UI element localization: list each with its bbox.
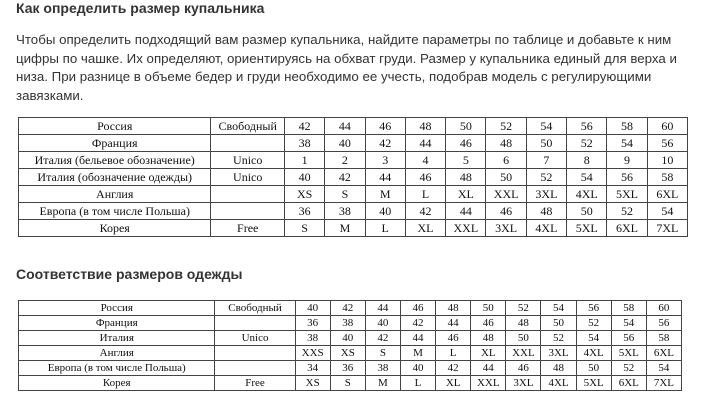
size-cell: XXL <box>506 346 541 361</box>
size-cell: 42 <box>330 301 365 316</box>
size-cell: 56 <box>576 301 611 316</box>
free-size-cell <box>211 203 285 220</box>
row-label: Европа (в том числе Польша) <box>19 361 215 376</box>
size-cell: 4XL <box>576 346 611 361</box>
size-cell: 4 <box>405 152 445 169</box>
size-cell: 42 <box>365 331 400 346</box>
size-cell: XXL <box>486 186 526 203</box>
free-size-cell: Free <box>211 220 285 237</box>
size-cell: 46 <box>365 118 405 135</box>
row-label: Европа (в том числе Польша) <box>19 203 211 220</box>
size-cell: 60 <box>646 301 681 316</box>
size-cell: 54 <box>611 316 646 331</box>
size-cell: XS <box>284 186 324 203</box>
size-cell: 56 <box>607 169 647 186</box>
size-cell: 52 <box>607 203 647 220</box>
size-cell: 56 <box>567 118 607 135</box>
size-cell: 3XL <box>526 186 566 203</box>
size-cell: 50 <box>506 331 541 346</box>
swimsuit-size-intro: Чтобы определить подходящий вам размер купальника, найдите параметры по таблице и добавьте к ним цифры по чашке. Их определяют, ориентируясь на обхват груди. Размер у купальника единый для верха и низа. При разнице в объеме бедер и груди необходимо ее учесть, подобрав модель с регулирующими завязками. <box>16 32 677 104</box>
size-cell: M <box>365 186 405 203</box>
size-cell: 46 <box>506 361 541 376</box>
table-row <box>19 118 688 135</box>
table-row <box>19 220 688 237</box>
size-cell: 36 <box>284 203 324 220</box>
table-row <box>19 376 682 391</box>
size-cell: 6XL <box>611 376 646 391</box>
size-cell: 4XL <box>526 220 566 237</box>
clothing-size-table <box>18 300 682 391</box>
size-cell: 4XL <box>567 186 607 203</box>
size-cell: 40 <box>325 135 365 152</box>
size-cell: 42 <box>436 361 471 376</box>
table-row <box>19 361 682 376</box>
table-row <box>19 301 682 316</box>
size-cell: 5XL <box>567 220 607 237</box>
size-cell: 38 <box>295 331 330 346</box>
size-cell: 58 <box>607 118 647 135</box>
size-cell: 58 <box>611 301 646 316</box>
size-cell: L <box>365 220 405 237</box>
size-cell: XXL <box>471 376 506 391</box>
size-cell: 44 <box>325 118 365 135</box>
size-cell: 56 <box>611 331 646 346</box>
free-size-cell: Unico <box>211 152 285 169</box>
size-cell: 40 <box>284 169 324 186</box>
size-cell: 42 <box>405 203 445 220</box>
size-cell: 7XL <box>647 220 687 237</box>
size-cell: 6 <box>486 152 526 169</box>
size-cell: L <box>400 376 435 391</box>
size-cell: 2 <box>325 152 365 169</box>
row-label: Франция <box>19 135 211 152</box>
size-cell: 46 <box>471 316 506 331</box>
row-label: Россия <box>19 118 211 135</box>
size-cell: 52 <box>541 331 576 346</box>
size-cell: 52 <box>486 118 526 135</box>
size-cell: XS <box>295 376 330 391</box>
size-cell: M <box>365 376 400 391</box>
row-label: Франция <box>19 316 215 331</box>
table-row <box>19 346 682 361</box>
size-cell: XS <box>330 346 365 361</box>
row-label: Англия <box>19 346 215 361</box>
size-cell: 44 <box>405 135 445 152</box>
size-cell: 38 <box>325 203 365 220</box>
size-cell: 48 <box>436 301 471 316</box>
size-cell: M <box>325 220 365 237</box>
size-cell: S <box>330 376 365 391</box>
size-cell: 48 <box>471 331 506 346</box>
table-row <box>19 135 688 152</box>
size-cell: 48 <box>405 118 445 135</box>
clothing-size-heading: Соответствие размеров одежды <box>16 266 243 282</box>
size-cell: 44 <box>365 301 400 316</box>
free-size-cell <box>211 186 285 203</box>
size-cell: 5XL <box>607 186 647 203</box>
size-cell: 48 <box>526 203 566 220</box>
table-row <box>19 186 688 203</box>
free-size-cell: Unico <box>211 169 285 186</box>
size-cell: 58 <box>647 169 687 186</box>
size-cell: 50 <box>486 169 526 186</box>
size-cell: XL <box>405 220 445 237</box>
swimsuit-size-table <box>18 117 688 237</box>
size-cell: 44 <box>471 361 506 376</box>
size-cell: S <box>325 186 365 203</box>
row-label: Россия <box>19 301 215 316</box>
size-cell: 3XL <box>506 376 541 391</box>
size-cell: 54 <box>526 118 566 135</box>
size-cell: 38 <box>365 361 400 376</box>
size-cell: 42 <box>284 118 324 135</box>
size-cell: 38 <box>284 135 324 152</box>
size-cell: 50 <box>567 203 607 220</box>
size-cell: 44 <box>365 169 405 186</box>
row-label: Италия (бельевое обозначение) <box>19 152 211 169</box>
size-cell: 54 <box>607 135 647 152</box>
size-cell: 10 <box>647 152 687 169</box>
size-cell: 46 <box>436 331 471 346</box>
size-cell: 50 <box>526 135 566 152</box>
row-label: Корея <box>19 220 211 237</box>
size-cell: 6XL <box>607 220 647 237</box>
size-cell: L <box>436 346 471 361</box>
size-cell: 56 <box>646 316 681 331</box>
free-size-cell <box>211 135 285 152</box>
size-cell: 54 <box>576 331 611 346</box>
size-cell: 40 <box>400 361 435 376</box>
size-cell: 42 <box>325 169 365 186</box>
size-cell: 38 <box>330 316 365 331</box>
size-cell: S <box>365 346 400 361</box>
size-cell: 1 <box>284 152 324 169</box>
size-cell: 60 <box>647 118 687 135</box>
size-cell: 40 <box>330 331 365 346</box>
size-cell: 42 <box>365 135 405 152</box>
size-cell: 44 <box>436 316 471 331</box>
size-cell: 56 <box>647 135 687 152</box>
size-cell: XL <box>471 346 506 361</box>
size-cell: L <box>405 186 445 203</box>
row-label: Корея <box>19 376 215 391</box>
table-row <box>19 169 688 186</box>
row-label: Италия (обозначение одежды) <box>19 169 211 186</box>
size-cell: 5XL <box>576 376 611 391</box>
size-cell: 54 <box>567 169 607 186</box>
free-size-cell <box>215 361 295 376</box>
size-cell: 6XL <box>647 186 687 203</box>
row-label: Англия <box>19 186 211 203</box>
size-cell: 44 <box>446 203 486 220</box>
size-cell: 48 <box>506 316 541 331</box>
size-cell: 44 <box>400 331 435 346</box>
size-cell: 34 <box>295 361 330 376</box>
size-cell: 52 <box>567 135 607 152</box>
size-cell: 40 <box>365 203 405 220</box>
size-cell: 50 <box>446 118 486 135</box>
size-cell: 3XL <box>541 346 576 361</box>
size-cell: XL <box>446 186 486 203</box>
size-cell: S <box>284 220 324 237</box>
free-size-cell: Свободный <box>211 118 285 135</box>
free-size-cell: Free <box>215 376 295 391</box>
size-cell: 52 <box>526 169 566 186</box>
size-cell: 46 <box>400 301 435 316</box>
size-cell: 58 <box>646 331 681 346</box>
size-cell: 5 <box>446 152 486 169</box>
size-cell: 46 <box>486 203 526 220</box>
size-cell: 42 <box>400 316 435 331</box>
size-cell: 48 <box>446 169 486 186</box>
size-cell: 50 <box>471 301 506 316</box>
table-row <box>19 316 682 331</box>
size-cell: XXS <box>295 346 330 361</box>
size-cell: 46 <box>446 135 486 152</box>
size-cell: 9 <box>607 152 647 169</box>
size-cell: XL <box>436 376 471 391</box>
size-cell: 6XL <box>646 346 681 361</box>
size-cell: 36 <box>330 361 365 376</box>
free-size-cell: Unico <box>215 331 295 346</box>
size-cell: 7XL <box>646 376 681 391</box>
free-size-cell <box>215 316 295 331</box>
row-label: Италия <box>19 331 215 346</box>
size-cell: 4XL <box>541 376 576 391</box>
size-cell: 40 <box>365 316 400 331</box>
size-cell: 3 <box>365 152 405 169</box>
table-row <box>19 203 688 220</box>
size-cell: 7 <box>526 152 566 169</box>
size-cell: 40 <box>295 301 330 316</box>
swimsuit-size-heading: Как определить размер купальника <box>16 0 265 16</box>
size-cell: 8 <box>567 152 607 169</box>
size-cell: 46 <box>405 169 445 186</box>
size-cell: 54 <box>647 203 687 220</box>
table-row <box>19 152 688 169</box>
size-cell: 54 <box>541 301 576 316</box>
size-cell: 52 <box>611 361 646 376</box>
size-cell: 48 <box>541 361 576 376</box>
size-cell: 50 <box>541 316 576 331</box>
table-row <box>19 331 682 346</box>
size-cell: 52 <box>576 316 611 331</box>
size-cell: 3XL <box>486 220 526 237</box>
free-size-cell: Свободный <box>215 301 295 316</box>
size-cell: 48 <box>486 135 526 152</box>
size-cell: 36 <box>295 316 330 331</box>
size-cell: M <box>400 346 435 361</box>
size-cell: XXL <box>446 220 486 237</box>
size-cell: 50 <box>576 361 611 376</box>
size-cell: 54 <box>646 361 681 376</box>
size-cell: 52 <box>506 301 541 316</box>
size-cell: 5XL <box>611 346 646 361</box>
free-size-cell <box>215 346 295 361</box>
